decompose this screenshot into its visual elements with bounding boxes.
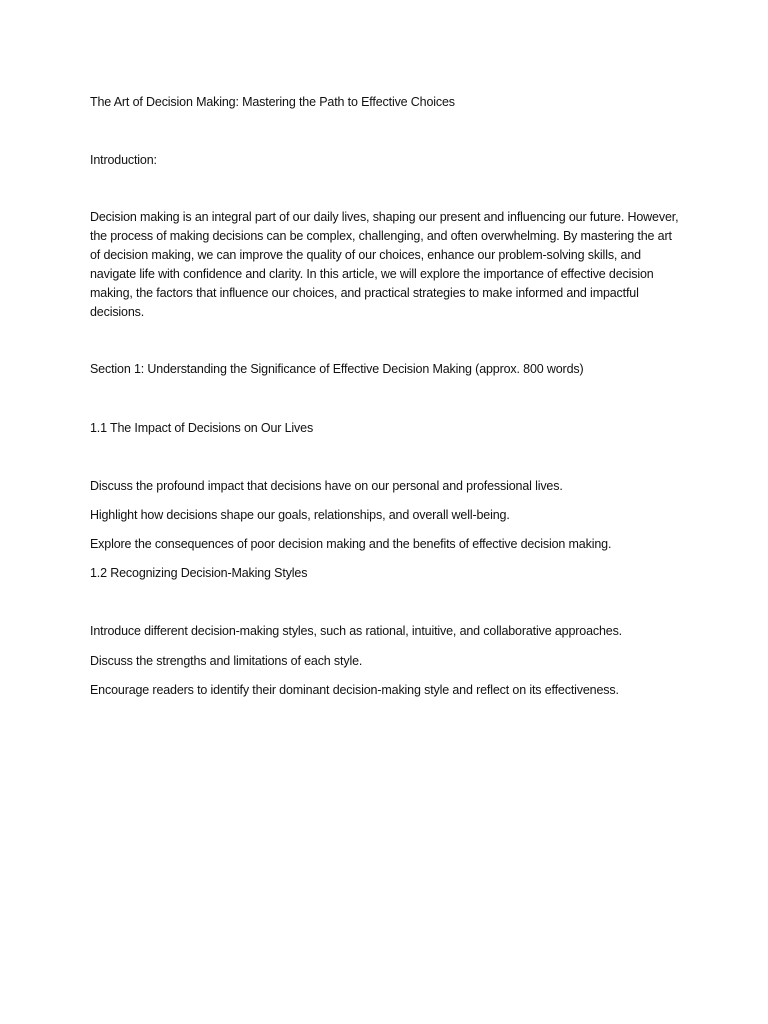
subsection-1-1-heading: 1.1 The Impact of Decisions on Our Lives (90, 421, 314, 435)
list-item: Discuss the strengths and limitations of each style. (90, 654, 363, 668)
list-item: Encourage readers to identify their dominant decision-making style and reflect on its effectiveness. (90, 683, 619, 697)
list-item: Highlight how decisions shape our goals, relationships, and overall well-being. (90, 508, 510, 522)
section-1-heading: Section 1: Understanding the Significance of Effective Decision Making (approx. 800 words) (90, 362, 584, 376)
intro-paragraph: Decision making is an integral part of our daily lives, shaping our present and influencing our future. However, the process of making decisions can be complex, challenging, and often overwhelming. By mastering the art of decision making, we can improve the quality of our choices, enhance our problem-solving skills, and navigate life with confidence and clarity. In this article, we will explore the importance of effective decision making, the factors that influence our choices, and practical strategies to make informed and impactful decisions. (90, 210, 679, 319)
list-item: Discuss the profound impact that decisions have on our personal and professional lives. (90, 479, 563, 493)
list-item: Introduce different decision-making styles, such as rational, intuitive, and collaborative approaches. (90, 624, 622, 638)
subsection-1-2-heading: 1.2 Recognizing Decision-Making Styles (90, 566, 308, 580)
intro-heading: Introduction: (90, 153, 157, 167)
document-title: The Art of Decision Making: Mastering the Path to Effective Choices (90, 95, 455, 109)
list-item: Explore the consequences of poor decision making and the benefits of effective decision making. (90, 537, 612, 551)
